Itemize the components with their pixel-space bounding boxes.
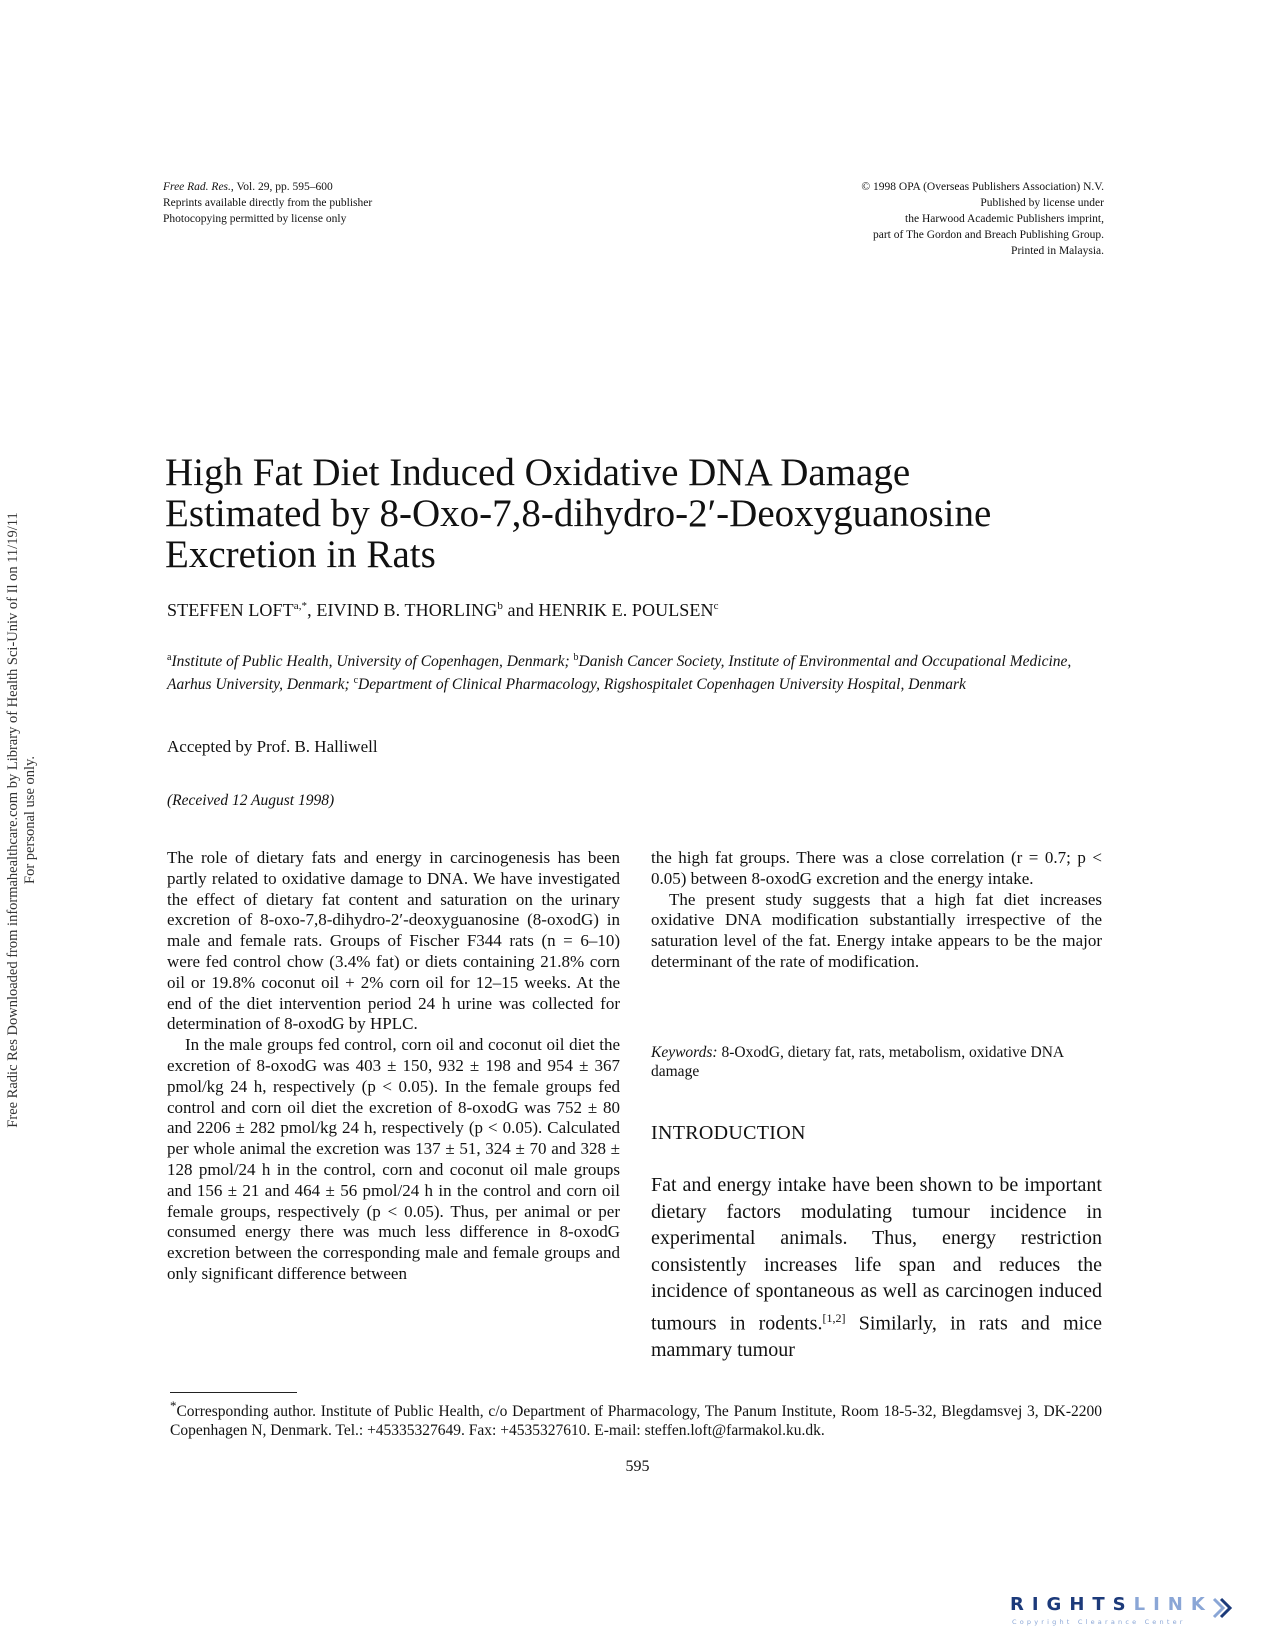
printed-line: Printed in Malaysia. — [1011, 245, 1104, 257]
abstract-paragraph-2-continued: the high fat groups. There was a close correlation (r = 0.7; p < 0.05) between 8-oxodG excretion and the energy intake. — [651, 848, 1102, 888]
introduction-heading: INTRODUCTION — [651, 1122, 806, 1144]
footnote-text: Corresponding author. Institute of Public Health, c/o Department of Pharmacology, The Panum Institute, Room 18-5-32, Blegdamsvej 3, DK-2200 Copenhagen N, Denmark. Tel.: +45335327649. Fax: +4535327610. E-mail: steffen.loft@farmakol.ku.dk. — [170, 1403, 1102, 1440]
author-2: , EIVIND B. THORLING — [307, 600, 498, 620]
corresponding-author-footnote — [170, 1396, 1102, 1440]
abstract-right-column — [651, 848, 1102, 973]
group-line: part of The Gordon and Breach Publishing Group. — [872, 229, 1104, 241]
author-3: and HENRIK E. POULSEN — [502, 600, 714, 620]
abstract-paragraph-1: The role of dietary fats and energy in carcinogenesis has been partly related to oxidative damage to DNA. We have investigated the effect of dietary fat content and saturation on the urinary excretion of 8-oxo-7,8-dihydro-2′-deoxyguanosine (8-oxodG) in male and female rats. Groups of Fischer F344 rats (n = 6–10) were fed control chow (3.4% fat) or diets containing 21.8% corn oil or 19.8% coconut oil + 2% corn oil for 12–15 weeks. At the end of the diet intervention period 24 h urine was collected for determination of 8-oxodG by HPLC. — [167, 848, 620, 1034]
publisher-notice — [740, 179, 1104, 259]
license-line: Published by license under — [980, 197, 1104, 209]
article-title — [165, 452, 1115, 575]
keywords-text: 8-OxodG, dietary fat, rats, metabolism, oxidative DNA damage — [651, 1044, 1064, 1080]
rightslink-tagline: Copyright Clearance Center — [1012, 1618, 1186, 1626]
abstract-paragraph-2: In the male groups fed control, corn oil and coconut oil diet the excretion of 8-oxodG was 403 ± 150, 932 ± 198 and 954 ± 367 pmol/kg 24 h, respectively (p < 0.05). In the female groups fed control and corn oil diet the excretion of 8-oxodG was 752 ± 80 and 2206 ± 282 pmol/kg 24 h, respectively (p < 0.05). Calculated per whole animal the excretion was 137 ± 51, 324 ± 70 and 328 ± 128 pmol/24 h in the control, corn and coconut oil male groups and 156 ± 21 and 464 ± 56 pmol/24 h in the control and corn oil female groups, respectively (p < 0.05). Thus, per animal or per consumed energy there was much less difference in 8-oxodG excretion between the corresponding male and female groups and only significant difference between — [167, 1035, 620, 1283]
affil-a: Institute of Public Health, University of Copenhagen, Denmark; — [171, 653, 574, 671]
journal-volume: , Vol. 29, pp. 595–600 — [230, 181, 333, 193]
copyright-line: © 1998 OPA (Overseas Publishers Association) N.V. — [861, 181, 1104, 193]
affil-b: Danish Cancer Society, Institute of Environmental and Occupational Medicine, Aarhus University, Denmark; — [167, 653, 1072, 694]
affil-c: Department of Clinical Pharmacology, Rigshospitalet Copenhagen University Hospital, Denmark — [358, 676, 966, 694]
author-2-marker: b — [497, 600, 503, 612]
reprints-note: Reprints available directly from the publisher — [163, 197, 373, 209]
author-list — [167, 600, 719, 621]
imprint-line: the Harwood Academic Publishers imprint, — [905, 213, 1104, 225]
author-1-marker: a,* — [293, 600, 308, 612]
title-line-2: Estimated by 8-Oxo-7,8-dihydro-2′-Deoxyguanosine — [165, 492, 992, 535]
abstract-paragraph-3: The present study suggests that a high fat diet increases oxidative DNA modification substantially irrespective of the saturation level of the fat. Energy intake appears to be the major determinant of the rate of modification. — [651, 889, 1102, 971]
rightslink-word-light: LINK — [1133, 1594, 1213, 1615]
introduction-text — [651, 1172, 1102, 1363]
keywords — [651, 1043, 1102, 1081]
affil-b-marker: b — [573, 652, 579, 663]
abstract-left-column — [167, 848, 620, 1285]
affiliations — [167, 648, 1097, 694]
intro-sentence-2: Similarly, in rats and mice mammary tumour — [651, 1312, 1102, 1361]
page-number: 595 — [625, 1458, 650, 1475]
intro-reference[interactable]: [1,2] — [822, 1310, 846, 1325]
affil-c-marker: c — [353, 675, 359, 687]
intro-sentence: Fat and energy intake have been shown to be important dietary factors modulating tumour incidence in experimental animals. Thus, energy restriction consistently increases life span and reduces the incidence of spontaneous as well as carcinogen induced tumours in rodents. — [651, 1174, 1102, 1335]
footnote-divider — [170, 1392, 297, 1393]
title-line-1: High Fat Diet Induced Oxidative DNA Damage — [165, 451, 911, 494]
rightslink-logo[interactable] — [1010, 1594, 1242, 1634]
rightslink-chevron-icon — [1208, 1596, 1234, 1620]
rightslink-word-dark: RIGHTS — [1010, 1594, 1134, 1615]
author-1: STEFFEN LOFT — [167, 600, 294, 620]
journal-name: Free Rad. Res. — [163, 181, 231, 193]
accepted-by: Accepted by Prof. B. Halliwell — [167, 737, 378, 756]
download-notice-line1: Free Radic Res Downloaded from informahealthcare.com by Library of Health Sci-Univ of Il on 11/19/11 — [5, 512, 21, 1128]
download-notice — [5, 458, 39, 1183]
received-date: (Received 12 August 1998) — [167, 792, 335, 809]
author-3-marker: c — [713, 600, 719, 612]
journal-citation — [163, 179, 372, 227]
affil-a-marker: a — [167, 652, 172, 663]
download-notice-line2: For personal use only. — [22, 756, 38, 884]
photocopy-note: Photocopying permitted by license only — [163, 213, 347, 225]
title-line-3: Excretion in Rats — [165, 533, 436, 576]
keywords-label: Keywords: — [651, 1044, 718, 1061]
footnote-star: * — [170, 1398, 177, 1413]
